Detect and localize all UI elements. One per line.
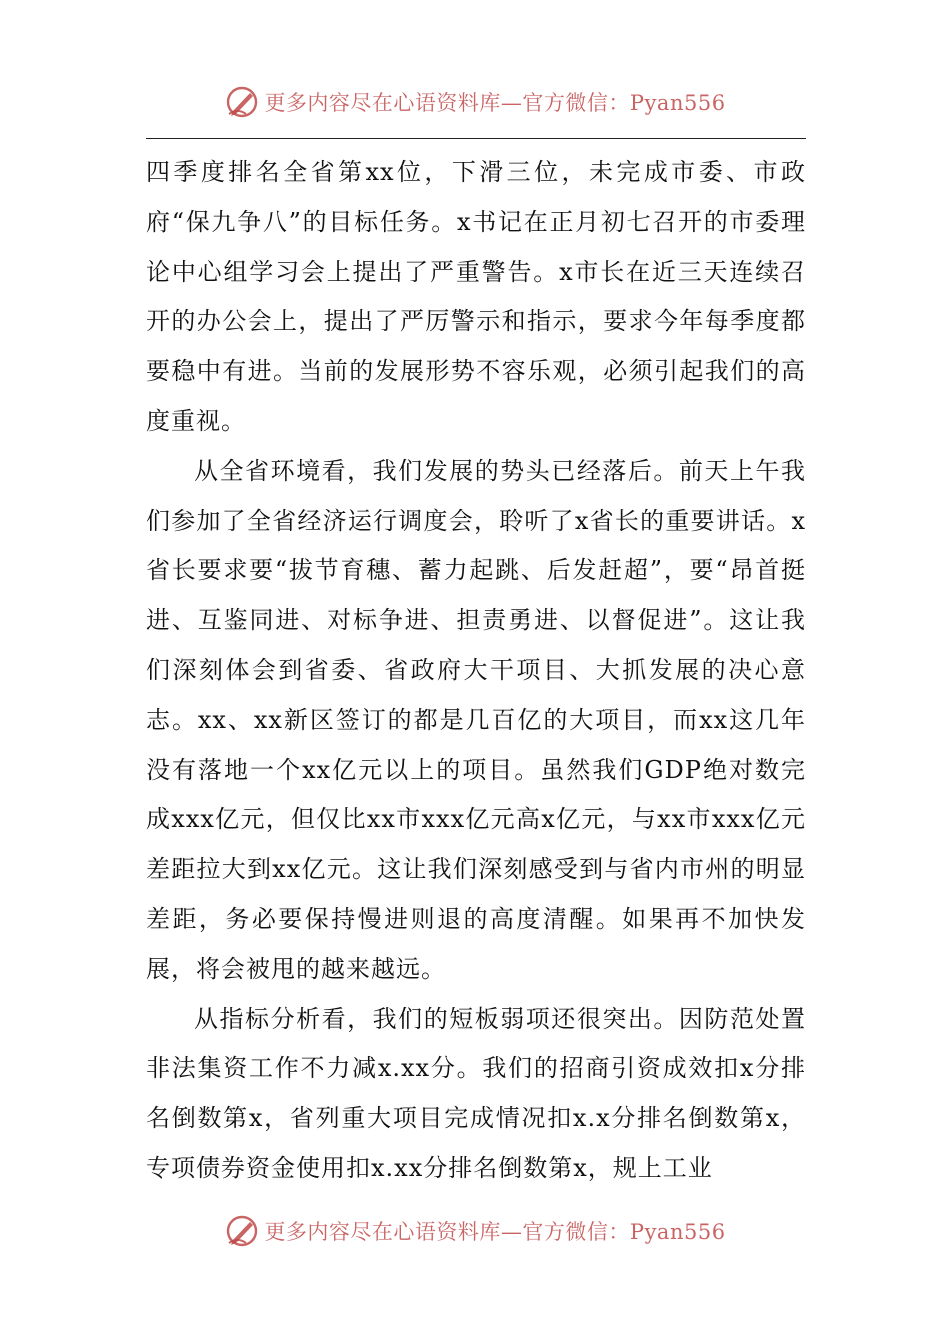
watermark-text: 更多内容尽在心语资料库—官方微信：Pyan556 (264, 91, 726, 115)
document-body (146, 148, 806, 1194)
header-watermark-banner (0, 82, 950, 122)
paragraph-1: 四季度排名全省第xx位，下滑三位，未完成市委、市政府“保九争八”的目标任务。x书记在正月初七召开的市委理论中心组学习会上提出了严重警告。x市长在近三天连续召开的办公会上，提出了严厉警示和指示，要求今年每季度都要稳中有进。当前的发展形势不容乐观，必须引起我们的高度重视。 (146, 158, 806, 435)
pen-seal-logo-icon (224, 84, 260, 120)
watermark-text: 更多内容尽在心语资料库—官方微信：Pyan556 (264, 1220, 726, 1244)
footer-watermark-banner (0, 1211, 950, 1251)
paragraph-3: 从指标分析看，我们的短板弱项还很突出。因防范处置非法集资工作不力减x.xx分。我们的招商引资成效扣x分排名倒数第x，省列重大项目完成情况扣x.x分排名倒数第x，专项债券资金使用扣x.xx分排名倒数第x，规上工业 (146, 1004, 806, 1182)
header-divider (146, 138, 806, 139)
paragraph-2: 从全省环境看，我们发展的势头已经落后。前天上午我们参加了全省经济运行调度会，聆听了x省长的重要讲话。x省长要求要“拔节育穗、蓄力起跳、后发赶超”，要“昂首挺进、互鉴同进、对标争进、担责勇进、以督促进”。这让我们深刻体会到省委、省政府大干项目、大抓发展的决心意志。xx、xx新区签订的都是几百亿的大项目，而xx这几年没有落地一个xx亿元以上的项目。虽然我们GDP绝对数完成xxx亿元，但仅比xx市xxx亿元高x亿元，与xx市xxx亿元差距拉大到xx亿元。这让我们深刻感受到与省内市州的明显差距，务必要保持慢进则退的高度清醒。如果再不加快发展，将会被甩的越来越远。 (146, 456, 806, 983)
pen-seal-logo-icon (224, 1213, 260, 1249)
